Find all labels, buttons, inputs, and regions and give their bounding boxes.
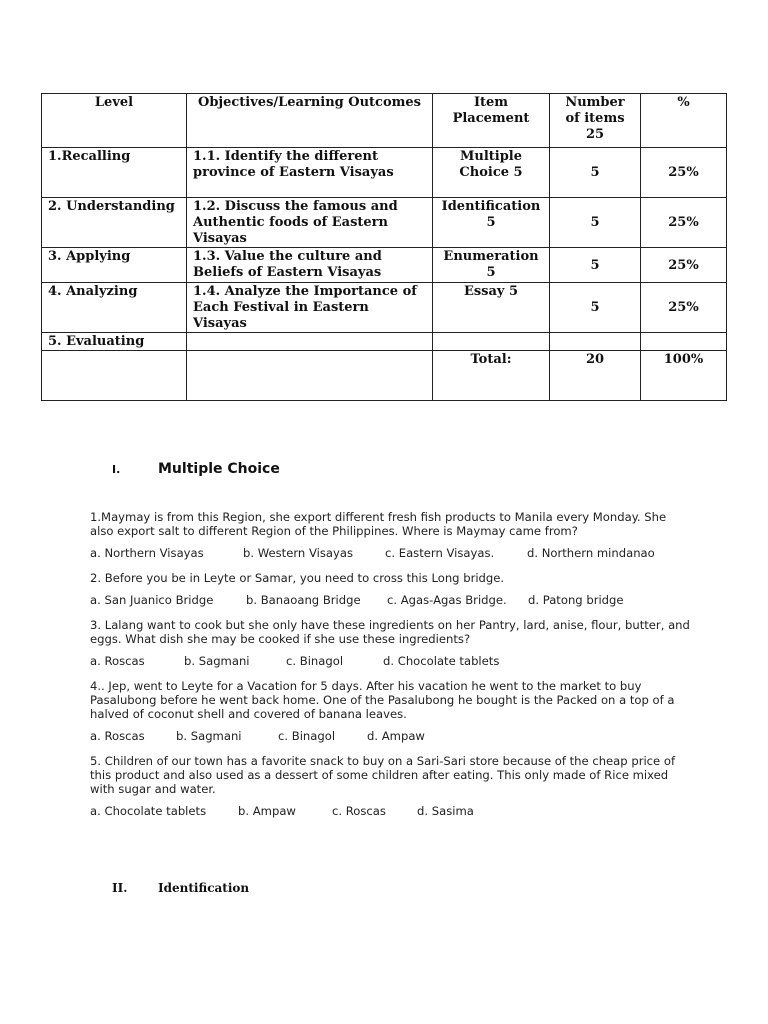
cell-objective: 1.4. Analyze the Importance of Each Festival in Eastern Visayas (187, 283, 433, 333)
option-c: c. Binagol (286, 654, 344, 668)
section-numeral: I. (112, 463, 121, 476)
header-objectives: Objectives/Learning Outcomes (187, 94, 433, 148)
option-a: a. Roscas (90, 654, 145, 668)
question-text: 5. Children of our town has a favorite snack to buy on a Sari-Sari store because of the cheap price of this product and also used as a dessert of some children after eating. This only made of Rice mixed with sugar and water. (90, 754, 676, 796)
option-a: a. Northern Visayas (90, 546, 204, 560)
cell-objective: 1.2. Discuss the famous and Authentic foods of Eastern Visayas (187, 198, 433, 248)
cell-level: 5. Evaluating (42, 333, 187, 351)
cell-level: 1.Recalling (42, 148, 187, 198)
answer-options (90, 546, 690, 560)
table-of-specification (41, 93, 727, 401)
option-a: a. Roscas (90, 729, 145, 743)
question-item (90, 571, 690, 607)
header-item-placement: Item Placement (433, 94, 550, 148)
header-level: Level (42, 94, 187, 148)
section-numeral: II. (112, 881, 128, 895)
table-row (42, 283, 727, 333)
option-c: c. Agas-Agas Bridge. (387, 593, 507, 607)
question-item (90, 754, 690, 818)
question-list (90, 510, 690, 829)
question-text: 2. Before you be in Leyte or Samar, you need to cross this Long bridge. (90, 571, 505, 585)
cell-number: 5 (550, 283, 641, 333)
total-percent: 100% (641, 351, 727, 401)
option-d: d. Northern mindanao (527, 546, 655, 560)
question-text: 3. Lalang want to cook but she only have these ingredients on her Pantry, lard, anise, flour, butter, and eggs. What dish she may be cooked if she use these ingredients? (90, 618, 690, 646)
cell-percent: 25% (641, 248, 727, 283)
cell-level: 4. Analyzing (42, 283, 187, 333)
option-b: b. Sagmani (176, 729, 242, 743)
option-c: c. Binagol (278, 729, 336, 743)
option-b: b. Ampaw (238, 804, 296, 818)
cell-level: 3. Applying (42, 248, 187, 283)
option-d: d. Ampaw (367, 729, 425, 743)
section-title: Multiple Choice (158, 461, 280, 477)
cell-number: 5 (550, 198, 641, 248)
cell-level: 2. Understanding (42, 198, 187, 248)
option-a: a. Chocolate tablets (90, 804, 207, 818)
cell-number: 5 (550, 248, 641, 283)
table-row (42, 248, 727, 283)
cell-percent: 25% (641, 148, 727, 198)
cell-objective (187, 333, 433, 351)
section-identification-heading (112, 881, 249, 895)
question-item (90, 618, 690, 668)
answer-options (90, 654, 690, 668)
answer-options (90, 804, 690, 818)
cell-number: 5 (550, 148, 641, 198)
question-text: 4.. Jep, went to Leyte for a Vacation for 5 days. After his vacation he went to the market to buy Pasalubong before he went back home. One of the Pasalubong he bought is the Packed on a top of a halved of coconut shell and covered of banana leaves. (90, 679, 675, 721)
cell-placement: Essay 5 (433, 283, 550, 333)
option-d: d. Chocolate tablets (383, 654, 500, 668)
cell-placement: Identification 5 (433, 198, 550, 248)
table-header-row (42, 94, 727, 148)
answer-options (90, 593, 690, 607)
table-row (42, 198, 727, 248)
header-percent: % (641, 94, 727, 148)
cell-objective: 1.3. Value the culture and Beliefs of Eastern Visayas (187, 248, 433, 283)
question-text: 1.Maymay is from this Region, she export different fresh fish products to Manila every Monday. She also export salt to different Region of the Philippines. Where is Maymay came from? (90, 510, 667, 538)
option-b: b. Sagmani (184, 654, 250, 668)
option-d: d. Sasima (417, 804, 474, 818)
option-c: c. Roscas (332, 804, 386, 818)
section-multiple-choice-heading (112, 461, 280, 477)
section-title: Identification (158, 881, 250, 895)
option-b: b. Banaoang Bridge (246, 593, 361, 607)
cell-empty (187, 351, 433, 401)
option-b: b. Western Visayas (243, 546, 354, 560)
cell-placement: Enumeration 5 (433, 248, 550, 283)
cell-percent (641, 333, 727, 351)
cell-number (550, 333, 641, 351)
header-number-of-items: Number of items 25 (550, 94, 641, 148)
cell-empty (42, 351, 187, 401)
table-row (42, 333, 727, 351)
question-item (90, 679, 690, 743)
cell-percent: 25% (641, 198, 727, 248)
option-d: d. Patong bridge (528, 593, 624, 607)
option-c: c. Eastern Visayas. (385, 546, 495, 560)
table-row (42, 148, 727, 198)
question-item (90, 510, 690, 560)
table-total-row (42, 351, 727, 401)
cell-placement (433, 333, 550, 351)
answer-options (90, 729, 690, 743)
cell-objective: 1.1. Identify the different province of Eastern Visayas (187, 148, 433, 198)
cell-percent: 25% (641, 283, 727, 333)
cell-placement: Multiple Choice 5 (433, 148, 550, 198)
option-a: a. San Juanico Bridge (90, 593, 214, 607)
total-number: 20 (550, 351, 641, 401)
total-label: Total: (433, 351, 550, 401)
